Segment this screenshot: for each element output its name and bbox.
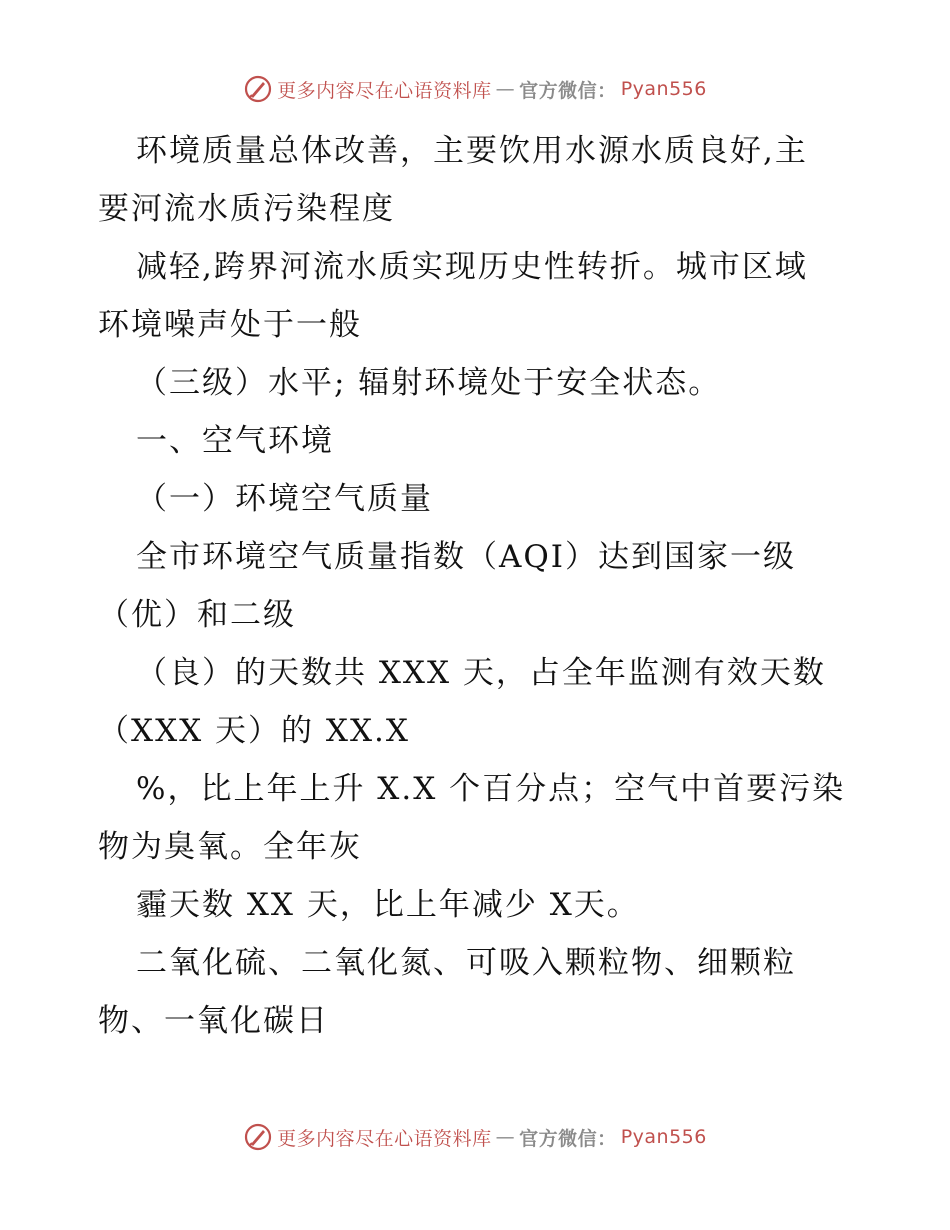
- section-heading: 一、空气环境: [136, 423, 334, 459]
- text-line: 环境质量总体改善，主要饮用水源水质良好,主: [136, 133, 808, 169]
- watermark-text: 更多内容尽在心语资料库: [277, 79, 492, 102]
- text-line: 环境噪声处于一般: [98, 307, 362, 343]
- feather-pen-logo-icon: [243, 74, 273, 104]
- watermark-separator: —: [495, 78, 516, 100]
- watermark-text: 更多内容尽在心语资料库: [277, 1127, 492, 1150]
- text-line: 霾天数 XX 天，比上年减少 X天。: [136, 887, 640, 923]
- header-watermark: [0, 74, 950, 104]
- text-line: 物、一氧化碳日: [98, 1003, 329, 1039]
- text-line: （优）和二级: [98, 597, 296, 633]
- text-line: （良）的天数共 XXX 天，占全年监测有效天数: [136, 655, 826, 691]
- text-line: 全市环境空气质量指数（AQI）达到国家一级: [136, 539, 797, 575]
- text-line: （三级）水平; 辐射环境处于安全状态。: [136, 365, 722, 401]
- subsection-heading: （一）环境空气质量: [136, 481, 433, 517]
- text-line: 物为臭氧。全年灰: [98, 829, 362, 865]
- watermark-id: Pyan556: [620, 1126, 707, 1148]
- text-line: 要河流水质污染程度: [98, 191, 395, 227]
- footer-watermark: [0, 1122, 950, 1152]
- feather-pen-logo-icon: [243, 1122, 273, 1152]
- watermark-brand: 官方微信：: [519, 79, 617, 102]
- text-line: （XXX 天）的 XX.X: [98, 713, 410, 749]
- document-body: [98, 122, 868, 1050]
- watermark-separator: —: [495, 1126, 516, 1148]
- text-line: 减轻,跨界河流水质实现历史性转折。城市区域: [136, 249, 808, 285]
- watermark-brand: 官方微信：: [519, 1127, 617, 1150]
- text-line: %，比上年上升 X.X 个百分点；空气中首要污染: [136, 771, 846, 807]
- watermark-id: Pyan556: [620, 78, 707, 100]
- text-line: 二氧化硫、二氧化氮、可吸入颗粒物、细颗粒: [136, 945, 796, 981]
